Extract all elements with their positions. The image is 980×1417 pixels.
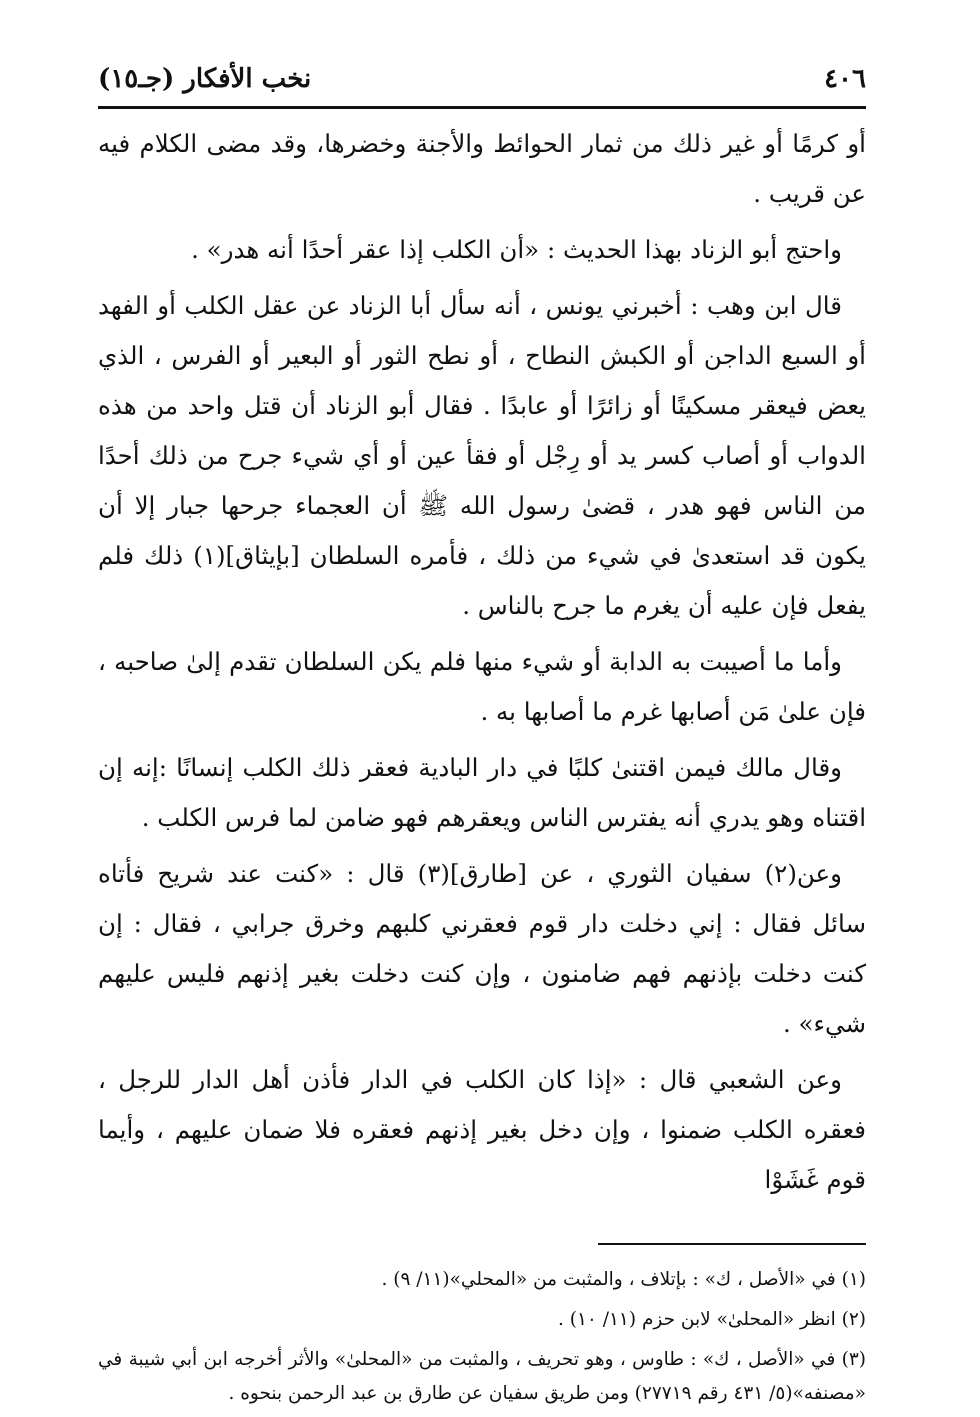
running-header	[98, 52, 866, 106]
footnote-2: (٢) انظر «المحلىٰ» لابن حزم (١١/ ١٠) .	[557, 1309, 866, 1330]
book-page	[98, 52, 866, 1404]
paragraph-2: واحتج أبو الزناد بهذا الحديث : «أن الكلب إذا عقر أحدًا أنه هدر» .	[191, 235, 842, 264]
header-divider	[98, 106, 866, 109]
footnote-3: (٣) في «الأصل ، ك» : طاوس ، وهو تحريف ، والمثبت من «المحلىٰ» والأثر أخرجه ابن أبي شيبة في «مصنفه»(٥/ ٤٣١ رقم ٢٧٧١٩) ومن طريق سفيان عن طارق بن عبد الرحمن بنحوه .	[98, 1349, 866, 1404]
paragraph-6: وعن(٢) سفيان الثوري ، عن [طارق](٣) قال : «كنت عند شريح فأتاه سائل فقال : إني دخلت دار قوم فعقرني كلبهم وخرق جرابي ، فقال : إن كنت دخلت بإذنهم فهم ضامنون ، وإن كنت دخلت بغير إذنهم فليس عليهم شيء» .	[98, 859, 866, 1038]
page-number: ٤٠٦	[824, 64, 866, 94]
footnote-divider	[598, 1243, 866, 1245]
paragraph-7: وعن الشعبي قال : «إذا كان الكلب في الدار فأذن أهل الدار للرجل ، فعقره الكلب ضمنوا ، وإن دخل بغير إذنهم فعقره فلا ضمان عليهم ، وأيما قوم غَشَوْا	[98, 1065, 866, 1194]
main-text	[98, 119, 866, 1205]
paragraph-5: وقال مالك فيمن اقتنىٰ كلبًا في دار البادية فعقر ذلك الكلب إنسانًا :إنه إن اقتناه وهو يدري أنه يفترس الناس ويعقرهم فهو ضامن لما فرس الكلب .	[98, 753, 866, 832]
paragraph-4: وأما ما أصيبت به الدابة أو شيء منها فلم يكن السلطان تقدم إلىٰ صاحبه ، فإن علىٰ مَن أصابها غرم ما أصابها به .	[98, 647, 866, 726]
footnotes	[98, 1263, 866, 1411]
paragraph-1: أو كرمًا أو غير ذلك من ثمار الحوائط والأجنة وخضرها، وقد مضى الكلام فيه عن قريب .	[98, 129, 866, 208]
paragraph-3: قال ابن وهب : أخبرني يونس ، أنه سأل أبا الزناد عن عقل الكلب أو الفهد أو السبع الداجن أو الكبش النطاح ، أو نطح الثور أو البعير أو الفرس ، الذي يعض فيعقر مسكينًا أو زائرًا أو عابدًا . فقال أبو الزناد أن قتل واحد من هذه الدواب أو أصاب كسر يد أو رِجْل أو فقأ عين أو أي شيء جرح من ذلك أحدًا من الناس فهو هدر ، قضىٰ رسول الله ﷺ أن العجماء جرحها جبار إلا أن يكون قد استعدىٰ في شيء من ذلك ، فأمره السلطان [بإيثاق](١) ذلك فلم يفعل فإن عليه أن يغرم ما جرح بالناس .	[98, 291, 866, 620]
book-title: نخب الأفكار (جـ١٥)	[98, 64, 312, 94]
footnote-1: (١) في «الأصل ، ك» : بإتلاف ، والمثبت من «المحلي»(١١/ ٩) .	[381, 1269, 866, 1290]
